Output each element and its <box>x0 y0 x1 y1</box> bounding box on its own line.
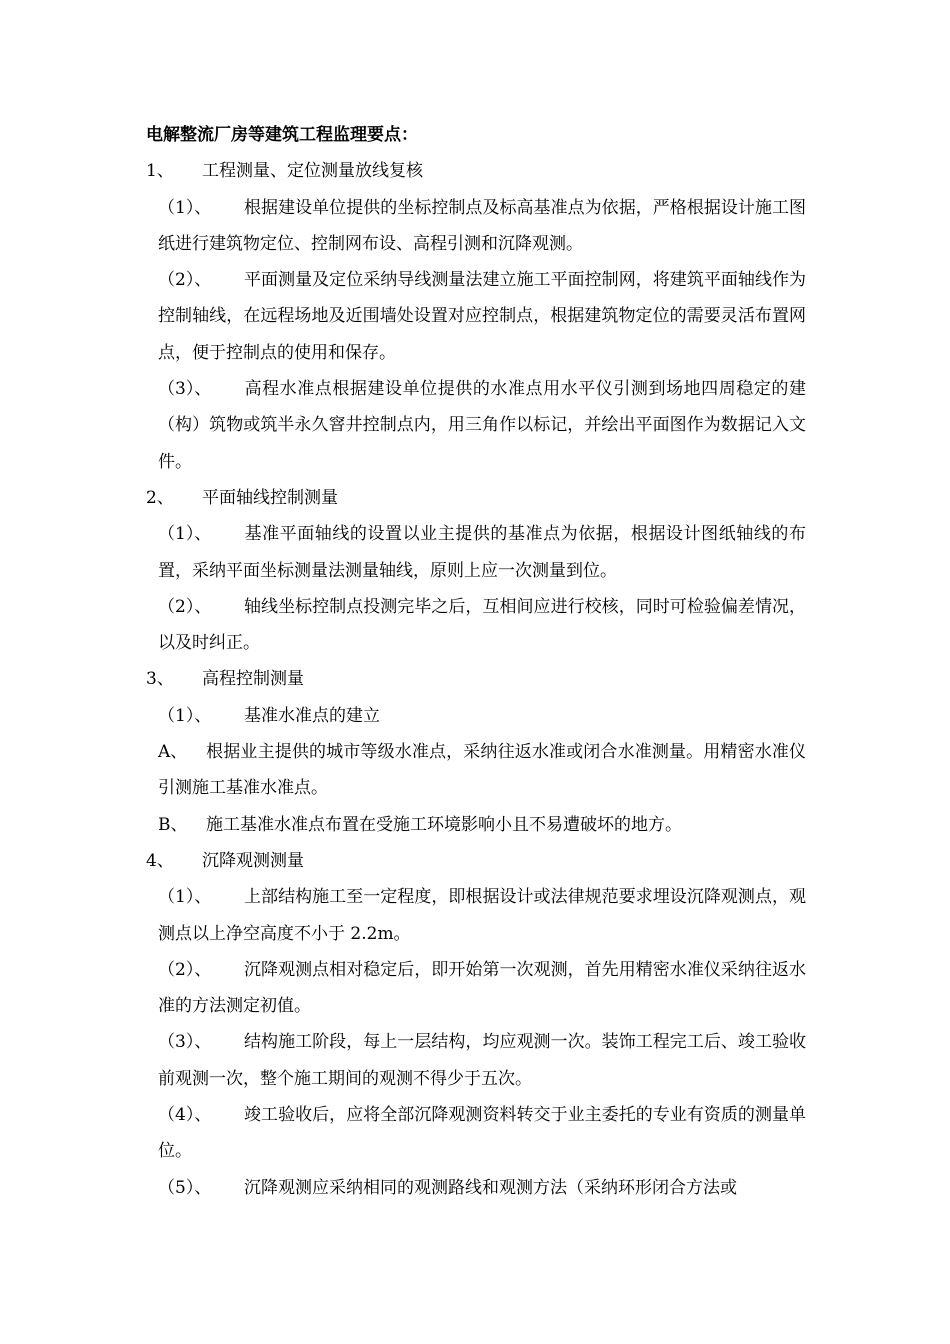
section-heading-text: 平面轴线控制测量 <box>202 487 338 508</box>
item-text: 轴线坐标控制点投测完毕之后，互相间应进行校核，同时可检验偏差情况，以及时纠正。 <box>158 596 806 654</box>
item-label: （2）、 <box>158 596 212 617</box>
list-item <box>146 1024 806 1097</box>
item-label: （1）、 <box>158 887 212 908</box>
section-heading <box>146 153 806 189</box>
list-item <box>146 589 806 662</box>
section-2 <box>146 480 806 661</box>
item-label: （1）、 <box>158 524 212 545</box>
item-text: 竣工验收后，应将全部沉降观测资料转交于业主委托的专业有资质的测量单位。 <box>158 1105 806 1162</box>
item-label: （3）、 <box>158 1032 212 1053</box>
item-text: 基准平面轴线的设置以业主提供的基准点为依据，根据设计图纸轴线的布置，采纳平面坐标测量法测量轴线，原则上应一次测量到位。 <box>158 524 806 581</box>
section-heading <box>146 843 806 879</box>
section-4 <box>146 843 806 1206</box>
section-number: 1、 <box>146 161 174 182</box>
list-item <box>146 879 806 952</box>
section-heading-text: 工程测量、定位测量放线复核 <box>202 161 423 182</box>
list-item <box>146 698 806 734</box>
item-label: （1）、 <box>158 197 212 218</box>
list-item <box>146 952 806 1025</box>
item-label: （4）、 <box>158 1105 212 1126</box>
item-text: 平面测量及定位采纳导线测量法建立施工平面控制网，将建筑平面轴线作为控制轴线，在远程场地及近围墙处设置对应控制点，根据建筑物定位的需要灵活布置网点，便于控制点的使用和保存。 <box>158 270 806 363</box>
item-text: 沉降观测应采纳相同的观测路线和观测方法（采纳环形闭合方法或 <box>244 1177 737 1198</box>
section-3 <box>146 661 806 842</box>
section-heading-text: 沉降观测测量 <box>202 850 304 871</box>
sub-item-text: 根据业主提供的城市等级水准点，采纳往返水准或闭合水准测量。用精密水准仪引测施工基准水准点。 <box>158 742 806 799</box>
section-heading <box>146 661 806 697</box>
item-label: （2）、 <box>158 959 212 980</box>
list-item <box>146 1097 806 1170</box>
sub-item-label: B、 <box>158 814 188 835</box>
item-text: 高程水准点根据建设单位提供的水准点用水平仪引测到场地四周稳定的建（构）筑物或筑半永久窨井控制点内，用三角作以标记，并绘出平面图作为数据记入文件。 <box>158 379 806 472</box>
section-number: 4、 <box>146 850 174 871</box>
item-text: 上部结构施工至一定程度，即根据设计或法律规范要求埋设沉降观测点，观测点以上净空高度不小于 2.2m。 <box>158 887 806 944</box>
list-item <box>146 371 806 480</box>
sub-list-item <box>146 807 806 843</box>
item-text: 基准水准点的建立 <box>244 705 380 726</box>
list-item <box>146 262 806 371</box>
section-heading-text: 高程控制测量 <box>202 669 304 690</box>
item-text: 根据建设单位提供的坐标控制点及标高基准点为依据，严格根据设计施工图纸进行建筑物定位、控制网布设、高程引测和沉降观测。 <box>158 197 806 254</box>
document-title: 电解整流厂房等建筑工程监理要点： <box>146 125 418 145</box>
item-text: 结构施工阶段，每上一层结构，均应观测一次。装饰工程完工后、竣工验收前观测一次，整个施工期间的观测不得少于五次。 <box>158 1032 806 1089</box>
item-text: 沉降观测点相对稳定后，即开始第一次观测，首先用精密水准仪采纳往返水准的方法测定初值。 <box>158 959 806 1017</box>
section-number: 2、 <box>146 487 174 508</box>
list-item <box>146 516 806 589</box>
item-label: （1）、 <box>158 705 212 726</box>
section-number: 3、 <box>146 669 174 690</box>
sub-item-label: A、 <box>158 742 188 763</box>
document-body <box>146 117 806 1206</box>
sub-list-item <box>146 734 806 807</box>
list-item <box>146 190 806 263</box>
section-1 <box>146 153 806 480</box>
sub-item-text: 施工基准水准点布置在受施工环境影响小且不易遭破坏的地方。 <box>206 814 682 835</box>
section-heading <box>146 480 806 516</box>
item-label: （3）、 <box>158 379 212 400</box>
list-item <box>146 1170 806 1206</box>
item-label: （5）、 <box>158 1177 212 1198</box>
item-label: （2）、 <box>158 270 212 291</box>
